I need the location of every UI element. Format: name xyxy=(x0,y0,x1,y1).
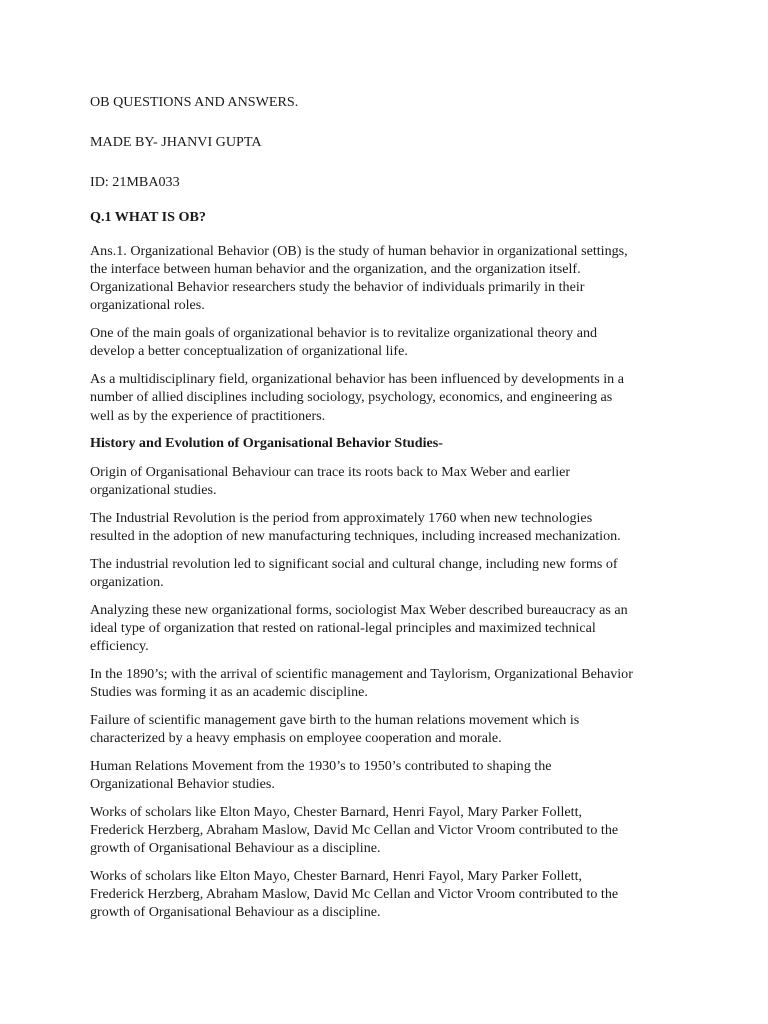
history-paragraph xyxy=(90,803,690,858)
text-line: Origin of Organisational Behaviour can trace its roots back to Max Weber and earlier xyxy=(90,463,571,480)
answer-section xyxy=(90,242,690,425)
text-line: Frederick Herzberg, Abraham Maslow, David Mc Cellan and Victor Vroom contributed to the xyxy=(90,886,619,903)
text-line: resulted in the adoption of new manufacturing techniques, including increased mechanization. xyxy=(90,527,621,544)
text-line: characterized by a heavy emphasis on employee cooperation and morale. xyxy=(90,730,502,747)
answer-paragraph xyxy=(90,242,690,315)
history-section xyxy=(90,463,690,922)
text-line: As a multidisciplinary field, organizational behavior has been influenced by developments in a xyxy=(90,371,624,388)
question-heading: Q.1 WHAT IS OB? xyxy=(90,208,206,225)
history-paragraph xyxy=(90,665,690,701)
text-line: Human Relations Movement from the 1930’s to 1950’s contributed to shaping the xyxy=(90,757,552,774)
text-line: well as by the experience of practitioners. xyxy=(90,407,326,424)
text-line: Organizational Behavior researchers study the behavior of individuals primarily in their xyxy=(90,279,585,296)
text-line: Works of scholars like Elton Mayo, Chester Barnard, Henri Fayol, Mary Parker Follett, xyxy=(90,803,583,820)
text-line: Failure of scientific management gave birth to the human relations movement which is xyxy=(90,711,580,728)
text-line: growth of Organisational Behaviour as a discipline. xyxy=(90,840,381,857)
history-paragraph xyxy=(90,601,690,656)
history-paragraph xyxy=(90,509,690,545)
text-line: ideal type of organization that rested on rational-legal principles and maximized technical xyxy=(90,619,596,636)
answer-paragraph xyxy=(90,370,690,425)
text-line: organizational studies. xyxy=(90,481,217,498)
student-id: ID: 21MBA033 xyxy=(90,174,180,191)
history-heading: History and Evolution of Organisational Behavior Studies- xyxy=(90,435,443,452)
author-line: MADE BY- JHANVI GUPTA xyxy=(90,134,262,151)
text-line: Works of scholars like Elton Mayo, Chester Barnard, Henri Fayol, Mary Parker Follett, xyxy=(90,868,583,885)
text-line: Studies was forming it as an academic discipline. xyxy=(90,684,368,701)
text-line: The Industrial Revolution is the period from approximately 1760 when new technologies xyxy=(90,509,593,526)
history-paragraph xyxy=(90,463,690,499)
text-line: the interface between human behavior and the organization, and the organization itself. xyxy=(90,261,581,278)
text-line: number of allied disciplines including sociology, psychology, economics, and engineering as xyxy=(90,389,613,406)
history-paragraph xyxy=(90,757,690,793)
text-line: growth of Organisational Behaviour as a discipline. xyxy=(90,904,381,921)
text-line: Frederick Herzberg, Abraham Maslow, David Mc Cellan and Victor Vroom contributed to the xyxy=(90,822,619,839)
text-line: Ans.1. Organizational Behavior (OB) is the study of human behavior in organizational settings, xyxy=(90,242,628,259)
text-line: One of the main goals of organizational behavior is to revitalize organizational theory and xyxy=(90,325,598,342)
text-line: Analyzing these new organizational forms, sociologist Max Weber described bureaucracy as an xyxy=(90,601,628,618)
text-line: Organizational Behavior studies. xyxy=(90,776,275,793)
text-line: The industrial revolution led to significant social and cultural change, including new forms of xyxy=(90,555,618,572)
answer-paragraph xyxy=(90,324,690,360)
document-title: OB QUESTIONS AND ANSWERS. xyxy=(90,94,299,110)
history-paragraph xyxy=(90,555,690,591)
history-paragraph xyxy=(90,711,690,747)
text-line: efficiency. xyxy=(90,638,149,655)
document-page xyxy=(90,93,690,931)
text-line: organization. xyxy=(90,573,164,590)
text-line: develop a better conceptualization of organizational life. xyxy=(90,343,408,360)
text-line: In the 1890’s; with the arrival of scientific management and Taylorism, Organizational Behavior xyxy=(90,665,633,682)
text-line: organizational roles. xyxy=(90,297,205,314)
history-paragraph xyxy=(90,867,690,922)
